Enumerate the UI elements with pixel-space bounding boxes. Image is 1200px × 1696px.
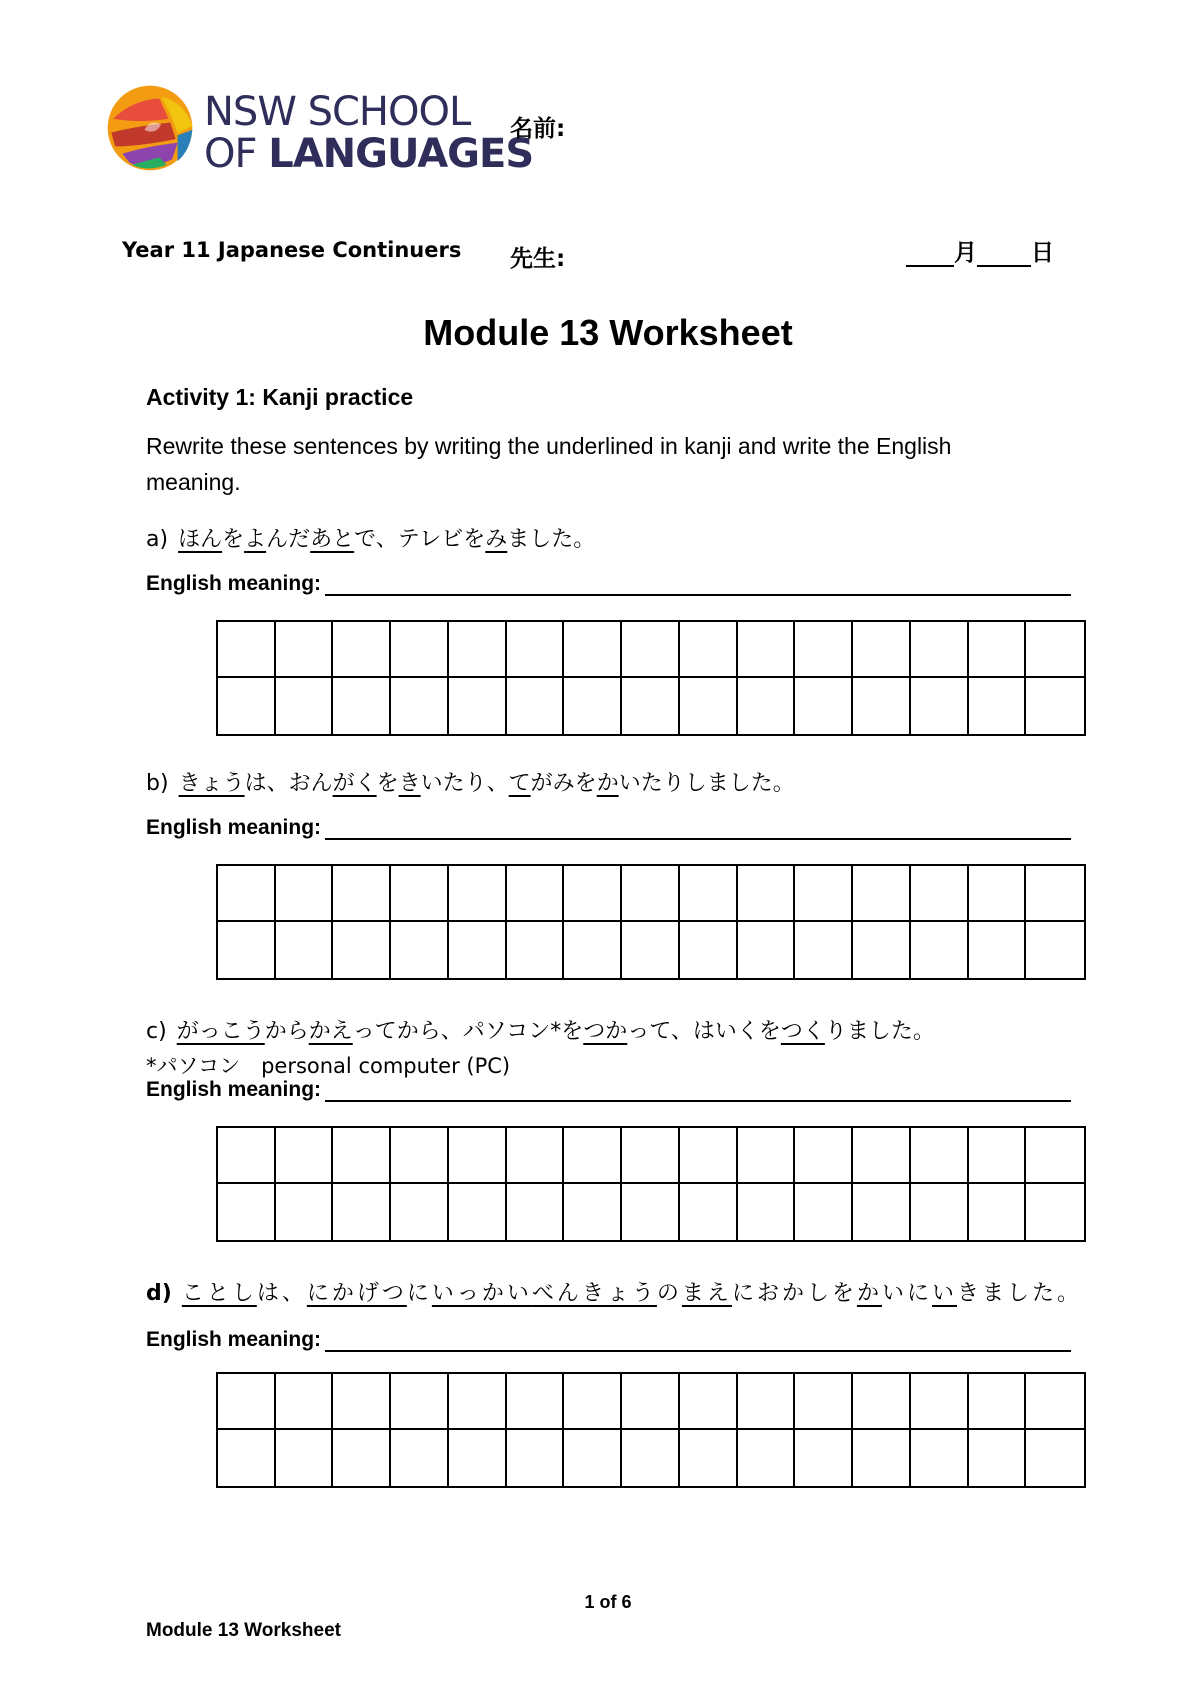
kanji-grid-cell[interactable] <box>507 866 565 922</box>
kanji-grid-cell[interactable] <box>507 922 565 978</box>
kanji-grid-cell[interactable] <box>449 1128 507 1184</box>
kanji-grid-a <box>216 620 1086 736</box>
underlined-word: ことし <box>181 1281 257 1306</box>
kanji-grid-cell[interactable] <box>911 1430 969 1486</box>
kanji-grid-cell[interactable] <box>218 622 276 678</box>
kanji-grid-cell[interactable] <box>622 622 680 678</box>
kanji-grid-cell[interactable] <box>1026 1184 1084 1240</box>
kanji-grid-cell[interactable] <box>564 1128 622 1184</box>
kanji-grid-cell[interactable] <box>680 1184 738 1240</box>
kanji-grid-cell[interactable] <box>391 1184 449 1240</box>
underlined-word: つか <box>583 1019 628 1044</box>
kanji-grid-cell[interactable] <box>853 678 911 734</box>
activity-instructions: Rewrite these sentences by writing the underlined in kanji and write the English meaning. <box>146 433 952 495</box>
english-meaning-answer-line[interactable] <box>325 818 1071 840</box>
kanji-grid-cell[interactable] <box>680 622 738 678</box>
kanji-grid-cell[interactable] <box>449 1374 507 1430</box>
kanji-grid-cell[interactable] <box>391 1430 449 1486</box>
kanji-grid-cell[interactable] <box>853 1128 911 1184</box>
kanji-grid-cell[interactable] <box>449 1184 507 1240</box>
kanji-grid-cell[interactable] <box>218 1184 276 1240</box>
underlined-word: か <box>596 771 619 796</box>
english-meaning-answer-line[interactable] <box>325 1330 1071 1352</box>
sentence-text: は、おん <box>244 771 333 796</box>
kanji-grid-cell[interactable] <box>969 622 1027 678</box>
logo-text-of: OF <box>204 131 269 177</box>
kanji-grid-cell[interactable] <box>1026 866 1084 922</box>
kanji-grid-cell[interactable] <box>853 1374 911 1430</box>
nsw-school-of-languages-logo-icon <box>104 82 196 174</box>
question-letter: b) <box>146 771 169 796</box>
kanji-grid-cell[interactable] <box>276 678 334 734</box>
sentence-text: ました。 <box>507 527 596 552</box>
underlined-word: いっかい <box>431 1281 532 1306</box>
kanji-grid-cell[interactable] <box>276 1128 334 1184</box>
kanji-grid-cell[interactable] <box>680 678 738 734</box>
sentence-text: を <box>222 527 245 552</box>
english-meaning-answer-line[interactable] <box>325 1080 1071 1102</box>
kanji-grid-cell[interactable] <box>333 1430 391 1486</box>
underlined-word: き <box>398 771 421 796</box>
kanji-grid-cell[interactable] <box>795 1184 853 1240</box>
kanji-grid-cell[interactable] <box>795 1374 853 1430</box>
date-field <box>906 234 1054 267</box>
activity-heading: Activity 1: Kanji practice <box>146 384 414 410</box>
kanji-grid-cell[interactable] <box>680 866 738 922</box>
teacher-label: 先生: <box>510 246 566 272</box>
english-meaning-d <box>146 1328 1071 1352</box>
kanji-grid-cell[interactable] <box>507 1374 565 1430</box>
pasokon-note: *パソコン personal computer (PC) <box>146 1054 511 1078</box>
kanji-grid-cell[interactable] <box>969 866 1027 922</box>
kanji-grid-cell[interactable] <box>507 1184 565 1240</box>
sentence-text: は、 <box>256 1281 307 1306</box>
kanji-grid-cell[interactable] <box>333 622 391 678</box>
kanji-grid-cell[interactable] <box>738 622 796 678</box>
sentence-text: を <box>376 771 399 796</box>
kanji-grid-cell[interactable] <box>391 622 449 678</box>
kanji-grid-cell[interactable] <box>911 622 969 678</box>
kanji-grid-cell[interactable] <box>507 622 565 678</box>
kanji-grid-cell[interactable] <box>969 1184 1027 1240</box>
kanji-grid-cell[interactable] <box>622 1374 680 1430</box>
kanji-grid-cell[interactable] <box>969 1374 1027 1430</box>
kanji-grid-cell[interactable] <box>507 1430 565 1486</box>
kanji-grid-cell[interactable] <box>507 1128 565 1184</box>
kanji-grid-cell[interactable] <box>738 1430 796 1486</box>
kanji-grid-cell[interactable] <box>564 1374 622 1430</box>
day-char: 日 <box>1031 240 1054 266</box>
kanji-grid-b <box>216 864 1086 980</box>
sentence-text: の <box>656 1281 682 1306</box>
kanji-grid-cell[interactable] <box>333 1128 391 1184</box>
logo-text-nsw-school: NSW SCHOOL <box>204 89 471 135</box>
course-label: Year 11 Japanese Continuers <box>122 238 462 262</box>
kanji-grid-cell[interactable] <box>449 622 507 678</box>
underlined-word: み <box>485 527 508 552</box>
kanji-grid-cell[interactable] <box>622 866 680 922</box>
english-meaning-label: English meaning: <box>146 816 322 839</box>
underlined-word: あと <box>310 527 355 552</box>
kanji-grid-cell[interactable] <box>333 1374 391 1430</box>
question-letter: a) <box>146 527 169 552</box>
kanji-grid-cell[interactable] <box>564 678 622 734</box>
kanji-grid-cell[interactable] <box>680 1430 738 1486</box>
kanji-grid-cell[interactable] <box>1026 1128 1084 1184</box>
kanji-grid-cell[interactable] <box>218 678 276 734</box>
sentence-text: いに <box>881 1281 932 1306</box>
question-c <box>146 1014 935 1045</box>
kanji-grid-cell[interactable] <box>795 1128 853 1184</box>
underlined-word: ほん <box>178 527 223 552</box>
english-meaning-label: English meaning: <box>146 1328 322 1351</box>
kanji-grid-cell[interactable] <box>449 866 507 922</box>
month-char: 月 <box>954 240 977 266</box>
kanji-grid-c <box>216 1126 1086 1242</box>
kanji-grid-cell[interactable] <box>853 622 911 678</box>
kanji-grid-cell[interactable] <box>622 678 680 734</box>
month-blank[interactable] <box>906 241 954 267</box>
question-d <box>146 1276 1082 1307</box>
kanji-grid-cell[interactable] <box>853 922 911 978</box>
kanji-grid-cell[interactable] <box>1026 922 1084 978</box>
kanji-grid-cell[interactable] <box>738 1128 796 1184</box>
kanji-grid-cell[interactable] <box>622 1128 680 1184</box>
kanji-grid-cell[interactable] <box>911 922 969 978</box>
kanji-grid-cell[interactable] <box>449 678 507 734</box>
kanji-grid-cell[interactable] <box>564 1430 622 1486</box>
sentence-text: いたりしました。 <box>618 771 795 796</box>
underlined-word: かえ <box>308 1019 353 1044</box>
kanji-grid-cell[interactable] <box>738 866 796 922</box>
kanji-grid-cell[interactable] <box>391 922 449 978</box>
kanji-grid-cell[interactable] <box>391 678 449 734</box>
sentence-text: いたり、 <box>420 771 509 796</box>
kanji-grid-cell[interactable] <box>391 1374 449 1430</box>
sentence-text: りました。 <box>824 1019 935 1044</box>
kanji-grid-cell[interactable] <box>1026 622 1084 678</box>
kanji-grid-cell[interactable] <box>969 922 1027 978</box>
kanji-grid-cell[interactable] <box>795 866 853 922</box>
kanji-grid-cell[interactable] <box>276 622 334 678</box>
kanji-grid-cell[interactable] <box>969 678 1027 734</box>
kanji-grid-cell[interactable] <box>795 622 853 678</box>
kanji-grid-cell[interactable] <box>738 678 796 734</box>
kanji-grid-cell[interactable] <box>969 1430 1027 1486</box>
kanji-grid-cell[interactable] <box>276 866 334 922</box>
underlined-word: つく <box>780 1019 825 1044</box>
kanji-grid-cell[interactable] <box>276 1184 334 1240</box>
underlined-word: きょう <box>178 771 245 796</box>
sentence-text: に <box>406 1281 432 1306</box>
underlined-word: がっこう <box>176 1019 265 1044</box>
kanji-grid-cell[interactable] <box>218 1430 276 1486</box>
english-meaning-label: English meaning: <box>146 1078 322 1101</box>
kanji-grid-cell[interactable] <box>1026 1374 1084 1430</box>
kanji-grid-cell[interactable] <box>276 1430 334 1486</box>
kanji-grid-cell[interactable] <box>218 922 276 978</box>
kanji-grid-cell[interactable] <box>1026 1430 1084 1486</box>
kanji-grid-cell[interactable] <box>680 1374 738 1430</box>
kanji-grid-cell[interactable] <box>911 678 969 734</box>
sentence-text: で、テレビを <box>354 527 486 552</box>
kanji-grid-cell[interactable] <box>391 866 449 922</box>
kanji-grid-cell[interactable] <box>333 1184 391 1240</box>
underlined-word: にかげつ <box>306 1281 407 1306</box>
page-number: 1 of 6 <box>584 1592 632 1612</box>
kanji-grid-cell[interactable] <box>391 1128 449 1184</box>
sentence-text: ってから、パソコン*を <box>352 1019 584 1044</box>
name-label: 名前: <box>510 116 566 142</box>
kanji-grid-cell[interactable] <box>680 922 738 978</box>
kanji-grid-cell[interactable] <box>969 1128 1027 1184</box>
day-blank[interactable] <box>977 241 1031 267</box>
english-meaning-a <box>146 572 1071 596</box>
kanji-grid-cell[interactable] <box>276 922 334 978</box>
kanji-grid-cell[interactable] <box>507 678 565 734</box>
logo-text-of-languages <box>204 131 534 177</box>
kanji-grid-cell[interactable] <box>333 678 391 734</box>
kanji-grid-cell[interactable] <box>680 1128 738 1184</box>
kanji-grid-cell[interactable] <box>911 866 969 922</box>
english-meaning-b <box>146 816 1071 840</box>
kanji-grid-cell[interactable] <box>564 866 622 922</box>
kanji-grid-cell[interactable] <box>853 1430 911 1486</box>
kanji-grid-cell[interactable] <box>564 922 622 978</box>
question-b <box>146 766 795 797</box>
underlined-word: べんきょう <box>531 1281 657 1306</box>
kanji-grid-cell[interactable] <box>853 1184 911 1240</box>
sentence-text: がみを <box>530 771 597 796</box>
kanji-grid-cell[interactable] <box>911 1184 969 1240</box>
kanji-grid-cell[interactable] <box>333 866 391 922</box>
kanji-grid-cell[interactable] <box>564 1184 622 1240</box>
kanji-grid-cell[interactable] <box>1026 678 1084 734</box>
kanji-grid-d <box>216 1372 1086 1488</box>
page-title: Module 13 Worksheet <box>423 312 793 353</box>
question-a <box>146 522 595 553</box>
kanji-grid-cell[interactable] <box>622 1184 680 1240</box>
kanji-grid-cell[interactable] <box>738 1374 796 1430</box>
sentence-text: きました。 <box>957 1281 1083 1306</box>
kanji-grid-cell[interactable] <box>333 922 391 978</box>
footer-label: Module 13 Worksheet <box>146 1620 341 1641</box>
underlined-word: がく <box>332 771 377 796</box>
underlined-word: まえ <box>681 1281 732 1306</box>
underlined-word: よ <box>244 527 267 552</box>
kanji-grid-cell[interactable] <box>622 1430 680 1486</box>
sentence-text: におかしを <box>731 1281 857 1306</box>
kanji-grid-cell[interactable] <box>911 1374 969 1430</box>
kanji-grid-cell[interactable] <box>738 1184 796 1240</box>
kanji-grid-cell[interactable] <box>622 922 680 978</box>
kanji-grid-cell[interactable] <box>911 1128 969 1184</box>
kanji-grid-cell[interactable] <box>276 1374 334 1430</box>
kanji-grid-cell[interactable] <box>795 678 853 734</box>
kanji-grid-cell[interactable] <box>795 1430 853 1486</box>
english-meaning-answer-line[interactable] <box>325 574 1071 596</box>
question-letter: c) <box>146 1019 167 1044</box>
kanji-grid-cell[interactable] <box>218 866 276 922</box>
english-meaning-c <box>146 1078 1071 1102</box>
logo-text-languages: LANGUAGES <box>268 131 534 177</box>
sentence-text: って、はいくを <box>627 1019 781 1044</box>
kanji-grid-cell[interactable] <box>853 866 911 922</box>
kanji-grid-cell[interactable] <box>795 922 853 978</box>
kanji-grid-cell[interactable] <box>449 922 507 978</box>
sentence-text: から <box>264 1019 309 1044</box>
underlined-word: か <box>856 1281 882 1306</box>
kanji-grid-cell[interactable] <box>564 622 622 678</box>
underlined-word: て <box>508 771 531 796</box>
underlined-word: い <box>931 1281 957 1306</box>
question-letter: d) <box>146 1281 172 1306</box>
kanji-grid-cell[interactable] <box>218 1374 276 1430</box>
english-meaning-label: English meaning: <box>146 572 322 595</box>
kanji-grid-cell[interactable] <box>738 922 796 978</box>
kanji-grid-cell[interactable] <box>449 1430 507 1486</box>
sentence-text: んだ <box>266 527 311 552</box>
kanji-grid-cell[interactable] <box>218 1128 276 1184</box>
